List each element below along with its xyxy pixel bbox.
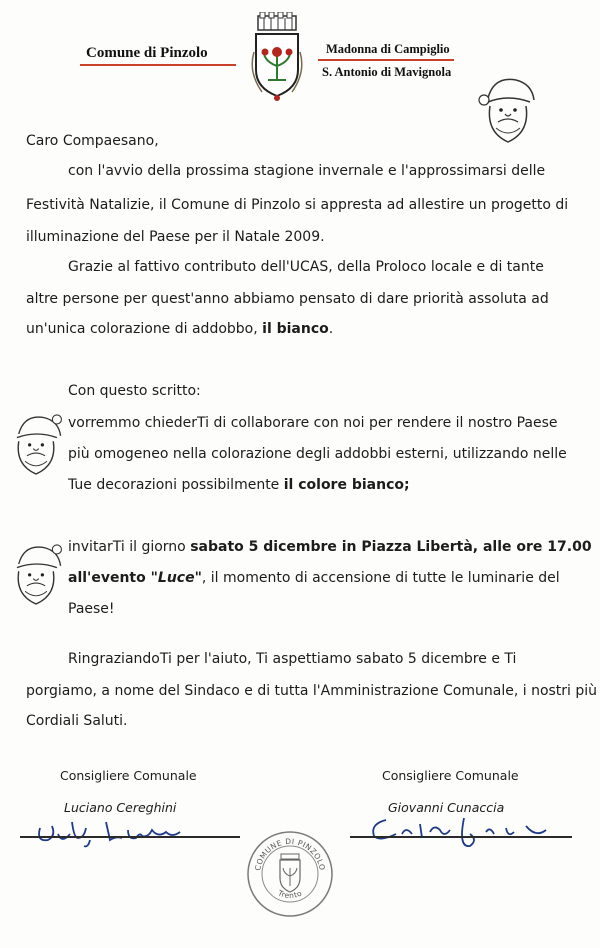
header-right-rule <box>318 59 454 61</box>
santa-face-icon <box>474 72 540 146</box>
paragraph-line <box>68 538 592 556</box>
stamp-bottom-text: Trento <box>276 888 304 901</box>
paragraph-line: Con questo scritto: <box>68 383 201 399</box>
text-run: un'unica colorazione di addobbo, <box>26 321 263 337</box>
signer-name-right: Giovanni Cunaccia <box>388 800 505 815</box>
municipal-stamp <box>246 830 334 918</box>
paragraph-line: altre persone per quest'anno abbiamo pensato di dare priorità assoluta ad <box>26 291 549 307</box>
header-left-rule <box>80 64 236 66</box>
paragraph-line: con l'avvio della prossima stagione invernale e l'approssimarsi delle <box>68 163 546 179</box>
event-name: "Luce" <box>150 570 202 586</box>
signature-line-left <box>20 836 240 838</box>
salutation: Caro Compaesano, <box>26 133 159 149</box>
emphasis-white-color: il colore bianco; <box>283 477 410 493</box>
emphasis-white: il bianco <box>262 321 329 337</box>
paragraph-line: Grazie al fattivo contributo dell'UCAS, della Proloco locale e di tante <box>68 259 544 275</box>
signature-left <box>36 814 216 850</box>
paragraph-line: più omogeneo nella colorazione degli addobbi esterni, utilizzando nelle <box>68 446 567 462</box>
signature-right <box>366 812 576 852</box>
header-locality-2: S. Antonio di Mavignola <box>322 65 452 79</box>
header-locality-1: Madonna di Campiglio <box>326 42 450 56</box>
signer-role-right: Consigliere Comunale <box>382 768 519 783</box>
santa-face-icon <box>6 540 66 608</box>
paragraph-line <box>68 569 560 587</box>
santa-face-icon <box>6 410 66 478</box>
paragraph-line: Cordiali Saluti. <box>26 713 128 729</box>
paragraph-line <box>26 320 333 338</box>
paragraph-line: porgiamo, a nome del Sindaco e di tutta l'Amministrazione Comunale, i nostri più <box>26 683 598 699</box>
municipal-crest-icon <box>248 12 306 102</box>
signature-line-right <box>350 836 572 838</box>
header-municipality: Comune di Pinzolo <box>86 45 208 61</box>
svg-text:Trento <box>276 888 304 900</box>
event-label: all'evento <box>68 570 151 586</box>
event-date-place: sabato 5 dicembre in Piazza Libertà, alle ore 17.00 <box>190 539 592 555</box>
paragraph-line: Festività Natalizie, il Comune di Pinzolo si appresta ad allestire un progetto di <box>26 197 569 213</box>
signer-role-left: Consigliere Comunale <box>60 768 197 783</box>
paragraph-line: vorremmo chiederTi di collaborare con noi per rendere il nostro Paese <box>68 415 558 431</box>
text-run: Tue decorazioni possibilmente <box>68 477 284 493</box>
paragraph-line: illuminazione del Paese per il Natale 2009. <box>26 229 325 245</box>
signer-name-left: Luciano Cereghini <box>64 800 177 815</box>
paragraph-line <box>68 476 410 494</box>
text-run: invitarTi il giorno <box>68 539 191 555</box>
stamp-top-text: COMUNE DI PINZOLO <box>253 836 327 872</box>
paragraph-line: RingraziandoTi per l'aiuto, Ti aspettiamo sabato 5 dicembre e Ti <box>68 651 517 667</box>
text-run: , il momento di accensione di tutte le luminarie del <box>201 570 560 586</box>
paragraph-line: Paese! <box>68 601 115 617</box>
text-run: . <box>328 321 334 337</box>
